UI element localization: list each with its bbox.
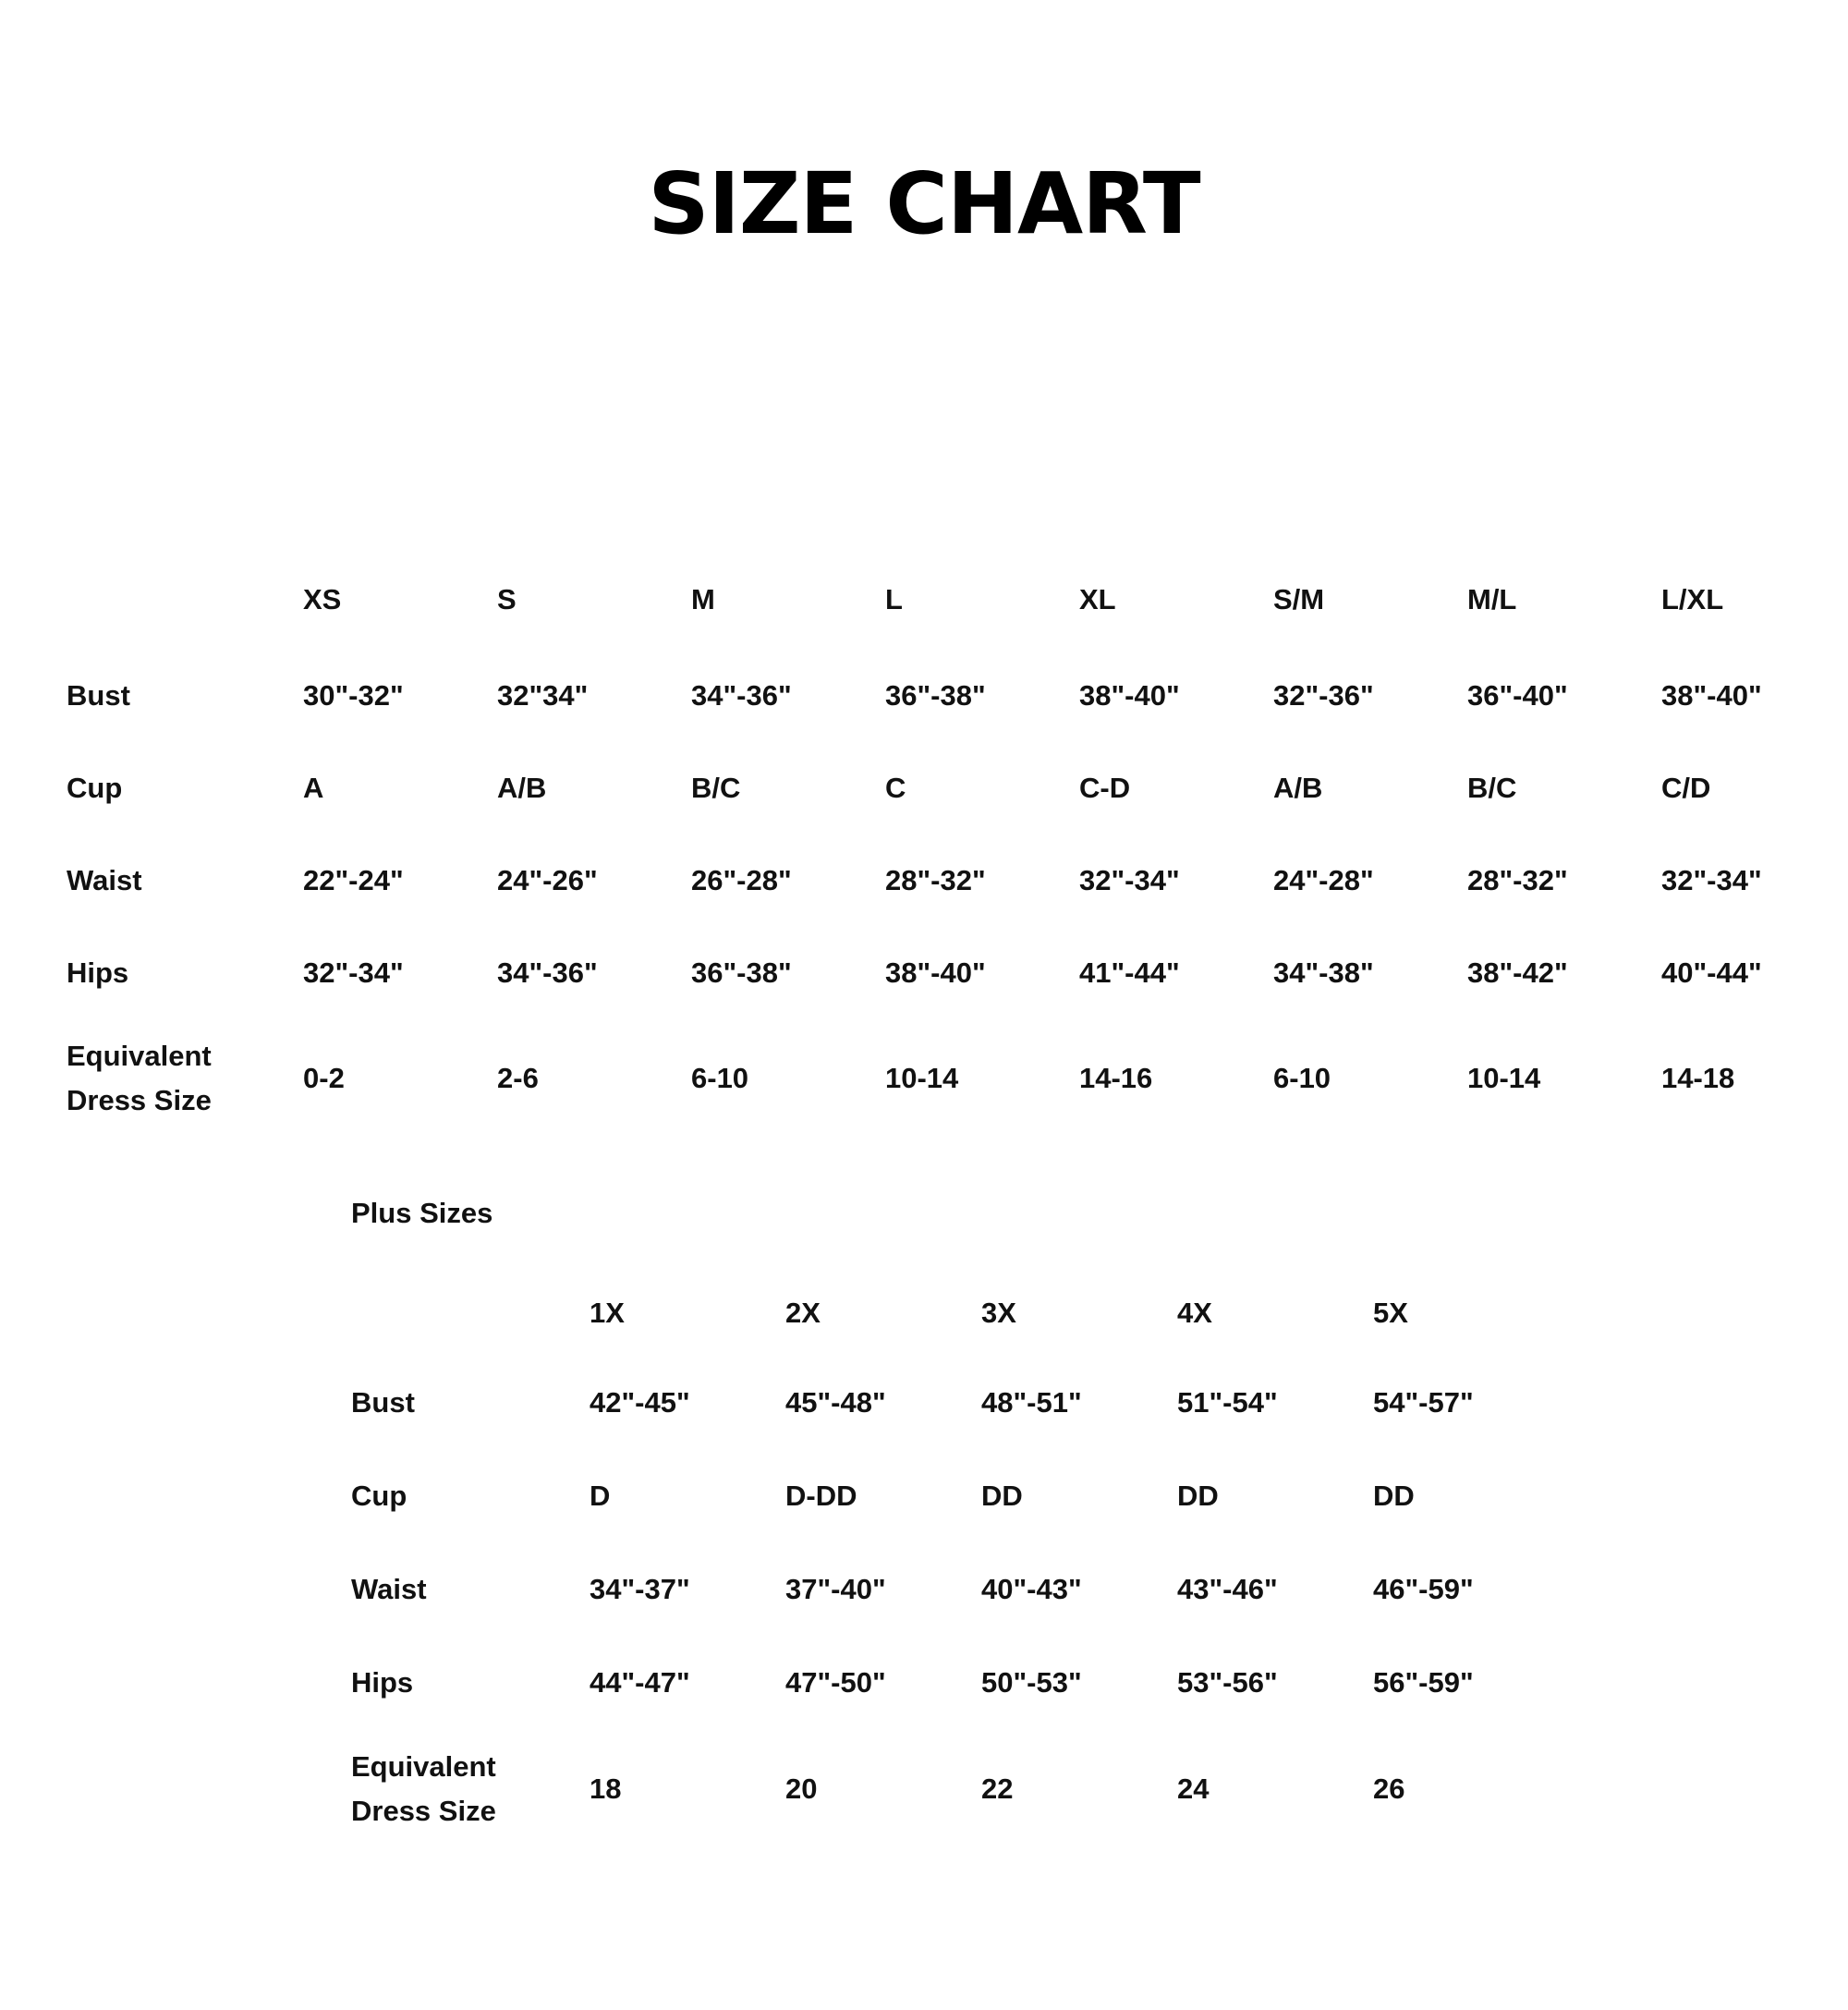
cell-cup-xs: A: [303, 772, 324, 804]
plus-cell-dress-4x: 24: [1177, 1772, 1210, 1805]
plus-table-row-dress-size: [351, 1729, 1569, 1849]
size-chart-page: [0, 154, 1848, 2010]
plus-cell-cup-2x: D-DD: [785, 1479, 857, 1512]
cell-bust-xs: 30"-32": [303, 679, 404, 712]
plus-cell-hips-2x: 47"-50": [785, 1665, 886, 1699]
plus-cell-bust-5x: 54"-57": [1373, 1385, 1474, 1419]
plus-table-row-hips: [351, 1636, 1569, 1729]
cell-waist-xl: 32"-34": [1079, 864, 1180, 896]
table-header-row: [67, 559, 1848, 650]
standard-size-table: [67, 559, 1848, 1138]
plus-row-label-waist: Waist: [351, 1572, 427, 1605]
plus-cell-hips-4x: 53"-56": [1177, 1665, 1278, 1699]
plus-cell-waist-4x: 43"-46": [1177, 1572, 1278, 1605]
row-label-hips: Hips: [67, 956, 129, 989]
row-label-dress-size-line1: Equivalent: [67, 1039, 212, 1072]
cell-bust-ml: 36"-40": [1467, 679, 1568, 712]
plus-row-label-dress-size: [351, 1729, 590, 1849]
plus-table-row-bust: [351, 1356, 1569, 1449]
cell-dress-xs: 0-2: [303, 1062, 345, 1094]
cell-hips-lxl: 40"-44": [1661, 956, 1762, 989]
row-label-waist: Waist: [67, 864, 142, 896]
cell-cup-s: A/B: [497, 772, 547, 804]
plus-row-label-bust: Bust: [351, 1385, 415, 1419]
cell-cup-xl: C-D: [1079, 772, 1131, 804]
cell-dress-sm: 6-10: [1273, 1062, 1331, 1094]
table-row-cup: [67, 742, 1848, 834]
cell-waist-s: 24"-26": [497, 864, 598, 896]
plus-column-header-2x: 2X: [785, 1297, 821, 1329]
cell-bust-l: 36"-38": [885, 679, 986, 712]
cell-waist-lxl: 32"-34": [1661, 864, 1762, 896]
column-header-sm: S/M: [1273, 583, 1325, 615]
plus-corner-cell: [351, 1271, 590, 1356]
page-title: SIZE CHART: [648, 154, 1200, 253]
plus-cell-cup-5x: DD: [1373, 1479, 1415, 1512]
cell-hips-sm: 34"-38": [1273, 956, 1374, 989]
plus-cell-bust-3x: 48"-51": [981, 1385, 1082, 1419]
cell-dress-ml: 10-14: [1467, 1062, 1541, 1094]
table-row-bust: [67, 650, 1848, 742]
plus-row-label-cup: Cup: [351, 1479, 407, 1512]
cell-bust-sm: 32"-36": [1273, 679, 1374, 712]
cell-dress-l: 10-14: [885, 1062, 959, 1094]
plus-table-header-row: [351, 1271, 1569, 1356]
plus-size-table: [351, 1271, 1569, 1849]
column-header-lxl: L/XL: [1661, 583, 1724, 615]
cell-dress-lxl: 14-18: [1661, 1062, 1735, 1094]
column-header-m: M: [691, 583, 715, 615]
cell-bust-m: 34"-36": [691, 679, 792, 712]
plus-cell-cup-1x: D: [590, 1479, 611, 1512]
cell-bust-lxl: 38"-40": [1661, 679, 1762, 712]
cell-dress-m: 6-10: [691, 1062, 749, 1094]
cell-hips-m: 36"-38": [691, 956, 792, 989]
column-header-xs: XS: [303, 583, 342, 615]
cell-cup-lxl: C/D: [1661, 772, 1711, 804]
cell-hips-ml: 38"-42": [1467, 956, 1568, 989]
plus-column-header-4x: 4X: [1177, 1297, 1212, 1329]
plus-cell-hips-1x: 44"-47": [590, 1665, 690, 1699]
cell-waist-m: 26"-28": [691, 864, 792, 896]
plus-row-label-dress-size-line1: Equivalent: [351, 1749, 496, 1783]
plus-cell-waist-1x: 34"-37": [590, 1572, 690, 1605]
plus-cell-dress-1x: 18: [590, 1772, 622, 1805]
column-header-xl: XL: [1079, 583, 1116, 615]
cell-cup-l: C: [885, 772, 906, 804]
row-label-dress-size: [67, 1019, 303, 1138]
plus-sizes-heading: Plus Sizes: [351, 1197, 493, 1229]
plus-cell-bust-2x: 45"-48": [785, 1385, 886, 1419]
column-header-ml: M/L: [1467, 583, 1517, 615]
plus-cell-hips-5x: 56"-59": [1373, 1665, 1474, 1699]
cell-waist-sm: 24"-28": [1273, 864, 1374, 896]
plus-cell-hips-3x: 50"-53": [981, 1665, 1082, 1699]
plus-column-header-1x: 1X: [590, 1297, 625, 1329]
corner-cell: [67, 559, 303, 650]
plus-row-label-dress-size-line2: Dress Size: [351, 1795, 496, 1827]
plus-cell-dress-3x: 22: [981, 1772, 1014, 1805]
plus-cell-waist-5x: 46"-59": [1373, 1572, 1474, 1605]
cell-hips-s: 34"-36": [497, 956, 598, 989]
plus-cell-waist-2x: 37"-40": [785, 1572, 886, 1605]
table-row-hips: [67, 927, 1848, 1019]
cell-hips-l: 38"-40": [885, 956, 986, 989]
cell-hips-xl: 41"-44": [1079, 956, 1180, 989]
cell-cup-ml: B/C: [1467, 772, 1517, 804]
cell-waist-ml: 28"-32": [1467, 864, 1568, 896]
row-label-dress-size-line2: Dress Size: [67, 1084, 212, 1116]
cell-waist-xs: 22"-24": [303, 864, 404, 896]
table-row-waist: [67, 834, 1848, 927]
table-row-dress-size: [67, 1019, 1848, 1138]
column-header-s: S: [497, 583, 517, 615]
column-header-l: L: [885, 583, 903, 615]
plus-column-header-3x: 3X: [981, 1297, 1016, 1329]
plus-table-row-cup: [351, 1449, 1569, 1542]
plus-row-label-hips: Hips: [351, 1665, 414, 1699]
cell-cup-m: B/C: [691, 772, 741, 804]
plus-cell-bust-1x: 42"-45": [590, 1385, 690, 1419]
plus-cell-waist-3x: 40"-43": [981, 1572, 1082, 1605]
plus-table-row-waist: [351, 1542, 1569, 1636]
plus-column-header-5x: 5X: [1373, 1297, 1408, 1329]
row-label-cup: Cup: [67, 772, 123, 804]
plus-cell-cup-4x: DD: [1177, 1479, 1219, 1512]
cell-hips-xs: 32"-34": [303, 956, 404, 989]
cell-dress-s: 2-6: [497, 1062, 539, 1094]
cell-bust-s: 32"34": [497, 679, 589, 712]
plus-cell-cup-3x: DD: [981, 1479, 1023, 1512]
cell-dress-xl: 14-16: [1079, 1062, 1153, 1094]
cell-waist-l: 28"-32": [885, 864, 986, 896]
row-label-bust: Bust: [67, 679, 130, 712]
plus-cell-dress-2x: 20: [785, 1772, 818, 1805]
plus-cell-bust-4x: 51"-54": [1177, 1385, 1278, 1419]
cell-cup-sm: A/B: [1273, 772, 1323, 804]
cell-bust-xl: 38"-40": [1079, 679, 1180, 712]
plus-cell-dress-5x: 26: [1373, 1772, 1405, 1805]
